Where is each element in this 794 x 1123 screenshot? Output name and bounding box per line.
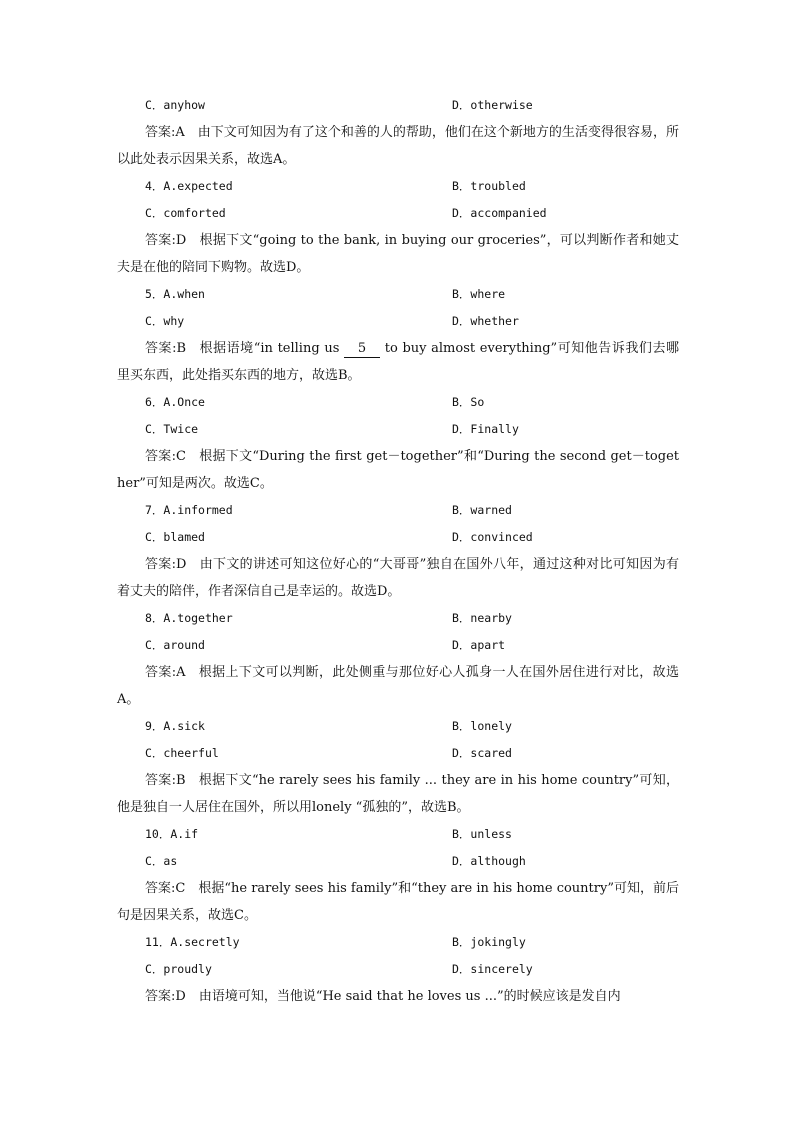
option-left: C．Twice xyxy=(145,422,199,436)
answer-letter: D xyxy=(176,557,187,572)
option-left: C．as xyxy=(145,854,178,868)
answer-paragraph xyxy=(117,443,679,497)
option-left: C．comforted xyxy=(145,206,226,220)
option-right: B．lonely xyxy=(452,719,512,733)
answer-label: 答案: xyxy=(145,557,176,572)
option-left: 8．A.together xyxy=(145,611,233,625)
answer-text: 由语境可知，当他说“He said that he loves us ...”的时候应该是发自内 xyxy=(198,989,621,1004)
option-right: B．nearby xyxy=(452,611,512,625)
option-row xyxy=(0,608,794,628)
answer-label: 答案: xyxy=(145,989,176,1004)
option-row xyxy=(0,824,794,844)
answer-letter: A xyxy=(175,125,185,140)
answer-text: 根据语境“in telling us xyxy=(199,341,345,356)
option-row xyxy=(0,743,794,763)
option-row xyxy=(0,851,794,871)
answer-text: 根据上下文可以判断，此处侧重与那位好心人孤身一人在国外居住进行对比，故选A。 xyxy=(117,665,679,707)
option-left: C．why xyxy=(145,314,185,328)
option-left: 9．A.sick xyxy=(145,719,205,733)
answer-text: 由下文的讲述可知这位好心的“大哥哥”独自在国外八年，通过这种对比可知因为有着丈夫的陪伴，作者深信自己是幸运的。故选D。 xyxy=(117,557,679,599)
option-left: 6．A.Once xyxy=(145,395,205,409)
option-left: 5．A.when xyxy=(145,287,205,301)
answer-paragraph xyxy=(117,983,679,1010)
option-left: C．anyhow xyxy=(145,98,205,112)
option-row xyxy=(0,203,794,223)
answer-label: 答案: xyxy=(145,449,176,464)
answer-letter: A xyxy=(176,665,186,680)
option-right: D．apart xyxy=(452,638,506,652)
option-left: 11．A.secretly xyxy=(145,935,240,949)
option-row xyxy=(0,311,794,331)
answer-letter: D xyxy=(175,233,187,248)
option-row xyxy=(0,95,794,115)
answer-paragraph xyxy=(117,551,679,605)
answer-label: 答案: xyxy=(145,881,176,896)
option-right: D．Finally xyxy=(452,422,519,436)
answer-letter: B xyxy=(175,773,186,788)
option-right: B．troubled xyxy=(452,179,526,193)
option-left: C．blamed xyxy=(145,530,205,544)
option-right: B．warned xyxy=(452,503,512,517)
option-right: D．convinced xyxy=(452,530,533,544)
answer-text: 由下文可知因为有了这个和善的人的帮助，他们在这个新地方的生活变得很容易，所以此处表示因果关系，故选A。 xyxy=(117,125,679,167)
option-left: C．proudly xyxy=(145,962,212,976)
option-row xyxy=(0,392,794,412)
answer-text: to buy almost everything”可知他告诉我们去哪里买东西，此处指买东西的地方，故选B。 xyxy=(117,341,680,383)
option-left: 7．A.informed xyxy=(145,503,233,517)
option-right: D．sincerely xyxy=(452,962,533,976)
answer-letter: B xyxy=(176,341,187,356)
answer-label: 答案: xyxy=(145,125,176,140)
option-row xyxy=(0,176,794,196)
option-right: D．otherwise xyxy=(452,98,533,112)
answer-text: 根据“he rarely sees his family”和“they are in his home country”可知，前后句是因果关系，故选C。 xyxy=(117,881,679,923)
answer-paragraph xyxy=(117,335,679,389)
answer-label: 答案: xyxy=(145,233,176,248)
option-right: D．although xyxy=(452,854,526,868)
answer-paragraph xyxy=(117,227,679,281)
option-right: B．unless xyxy=(452,827,512,841)
answer-paragraph xyxy=(117,875,679,929)
answer-text: 根据下文“going to the bank, in buying our groceries”，可以判断作者和她丈夫是在他的陪同下购物。故选D。 xyxy=(117,233,679,275)
option-row xyxy=(0,419,794,439)
option-row xyxy=(0,716,794,736)
option-right: B．jokingly xyxy=(452,935,526,949)
option-right: B．where xyxy=(452,287,506,301)
answer-paragraph xyxy=(117,119,679,173)
option-left: 4．A.expected xyxy=(145,179,233,193)
option-right: D．accompanied xyxy=(452,206,547,220)
option-row xyxy=(0,527,794,547)
answer-letter: D xyxy=(175,989,186,1004)
option-left: C．around xyxy=(145,638,205,652)
blank-underline: 5 xyxy=(344,341,380,358)
option-row xyxy=(0,635,794,655)
option-right: B．So xyxy=(452,395,485,409)
answer-text: 根据下文“During the first get－together”和“During the second get－together”可知是两次。故选C。 xyxy=(117,449,679,491)
answer-letter: C xyxy=(175,449,186,464)
option-right: D．whether xyxy=(452,314,519,328)
answer-label: 答案: xyxy=(145,773,176,788)
option-left: 10．A.if xyxy=(145,827,199,841)
option-left: C．cheerful xyxy=(145,746,219,760)
answer-paragraph xyxy=(117,767,679,821)
answer-paragraph xyxy=(117,659,679,713)
answer-text: 根据下文“he rarely sees his family ... they are in his home country”可知，他是独自一人居住在国外，所以用lonely “孤独的”，故选B。 xyxy=(117,773,679,815)
option-right: D．scared xyxy=(452,746,512,760)
option-row xyxy=(0,284,794,304)
option-row xyxy=(0,500,794,520)
answer-label: 答案: xyxy=(145,665,177,680)
answer-label: 答案: xyxy=(145,341,177,356)
option-row xyxy=(0,959,794,979)
option-row xyxy=(0,932,794,952)
answer-letter: C xyxy=(175,881,186,896)
